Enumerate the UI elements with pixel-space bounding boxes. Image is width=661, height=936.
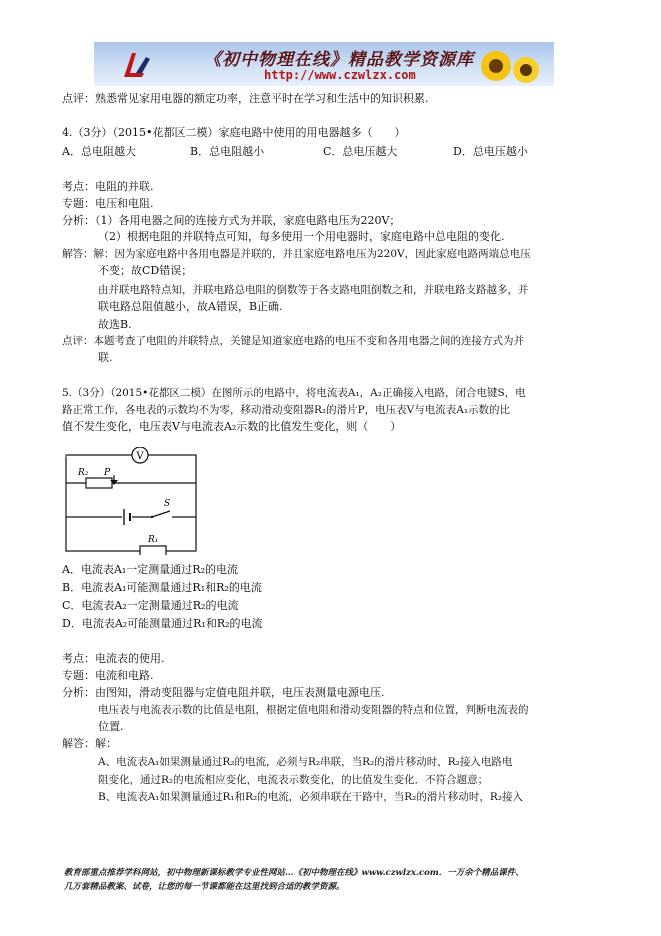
slider-p-label: P: [104, 468, 111, 478]
q5-stem-3: 值不发生变化，电压表V与电流表A₂示数的比值发生变化，则（ ）: [62, 420, 402, 433]
q5-option-c: C．电流表A₂一定测量通过R₂的电流: [62, 599, 239, 612]
q4-answer-5: 故选B.: [98, 318, 132, 331]
q5-analysis-2: 电压表与电流表示数的比值是电阻，根据定值电阻和滑动变阻器的特点和位置，判断电流表的: [98, 704, 529, 716]
q4-option-c: C．总电压越大: [323, 145, 398, 158]
site-logo-icon: [120, 47, 154, 81]
q5-answer-2: 阻变化，通过R₂的电流相应变化，电流表示数变化，的比值发生变化．不符合题意；: [98, 774, 489, 786]
q5-answer-3: B、电流表A₁如果测量通过R₁和R₂的电流，必须串联在干路中，当R₂的滑片移动时，R₂接入: [98, 791, 523, 803]
banner-title: 《初中物理在线》精品教学资源库: [204, 50, 474, 70]
q5-option-d: D．电流表A₂可能测量通过R₁和R₂的电流: [62, 617, 263, 630]
footer-line-2: 几万套精品教案、试卷，让您的每一节课都能在这里找到合适的教学资源。: [64, 882, 345, 892]
q5-answer-1: A、电流表A₁如果测量通过R₂的电流，必须与R₂串联，当R₂的滑片移动时，R₂接入电路电: [98, 756, 513, 768]
q4-answer-4: 联电路总阻值越小，故A错误，B正确.: [98, 300, 283, 313]
q5-zhuanti: 专题：电流和电路.: [62, 669, 154, 682]
q5-stem-1: 5.（3分）（2015•花都区二模）在图所示的电路中，将电流表A₁，A₂正确接入电路，闭合电键S，电: [62, 387, 526, 399]
q5-answer-0: 解答：解：: [62, 737, 117, 750]
q4-option-d: D．总电压越小: [453, 145, 528, 158]
r1-label: R₁: [148, 535, 159, 545]
q4-answer-1: 解答：解：因为家庭电路中各用电器是并联的，并且家庭电路电压为220V，因此家庭电路两端总电压: [62, 248, 531, 260]
q4-comment-2: 联.: [98, 351, 113, 364]
q5-option-b: B．电流表A₁可能测量通过R₁和R₂的电流: [62, 581, 262, 594]
q4-zhuanti: 专题：电压和电阻.: [62, 197, 154, 210]
switch-s-label: S: [164, 499, 171, 509]
q4-analysis-1: 分析：（1）各用电器之间的连接方式为并联，家庭电路电压为220V；: [62, 214, 401, 227]
q5-analysis-1: 分析：由图知，滑动变阻器与定值电阻并联，电压表测量电源电压.: [62, 686, 385, 699]
r2-resistor: [86, 478, 112, 488]
q4-stem: 4.（3分）（2015•花都区二模）家庭电路中使用的用电器越多（ ）: [62, 126, 406, 139]
q5-stem-2: 路正常工作，各电表的示数均不为零，移动滑动变阻器R₂的滑片P，电压表V与电流表A₁示数的比: [62, 404, 511, 416]
q4-comment-1: 点评：本题考查了电阻的并联特点，关键是知道家庭电路的电压不变和各用电器之间的连接方式为并: [62, 335, 524, 347]
q4-answer-2: 不变；故CD错误；: [98, 264, 193, 277]
q4-kaodian: 考点：电阻的并联.: [62, 180, 154, 193]
comment-line: 点评：熟悉常见家用电器的额定功率，注意平时在学习和生活中的知识积累.: [62, 92, 429, 105]
q4-analysis-2: （2）根据电阻的并联特点可知，每多使用一个用电器时，家庭电路中总电阻的变化.: [98, 230, 505, 243]
footer-line-1: 教育部重点推荐学科网站，初中物理新课标教学专业性网站…《初中物理在线》www.czwlzx.com．一万余个精品课件、: [64, 868, 524, 878]
sunflower-icon: [474, 46, 544, 86]
voltmeter-label: V: [136, 451, 144, 462]
q4-option-a: A．总电阻越大: [62, 145, 136, 158]
q5-option-a: A．电流表A₁一定测量通过R₂的电流: [62, 563, 238, 576]
r2-label: R₂: [78, 468, 89, 478]
r1-resistor: [140, 546, 166, 555]
q5-kaodian: 考点：电流表的使用.: [62, 652, 165, 665]
q4-option-b: B．总电阻越小: [190, 145, 265, 158]
q5-analysis-3: 位置.: [98, 720, 124, 733]
site-banner: [94, 42, 554, 86]
banner-url: http://www.czwlzx.com: [264, 68, 416, 82]
circuit-diagram: [64, 447, 204, 555]
q4-answer-3: 由并联电路特点知，并联电路总电阻的倒数等于各支路电阻倒数之和，并联电路支路越多，并: [98, 284, 529, 296]
